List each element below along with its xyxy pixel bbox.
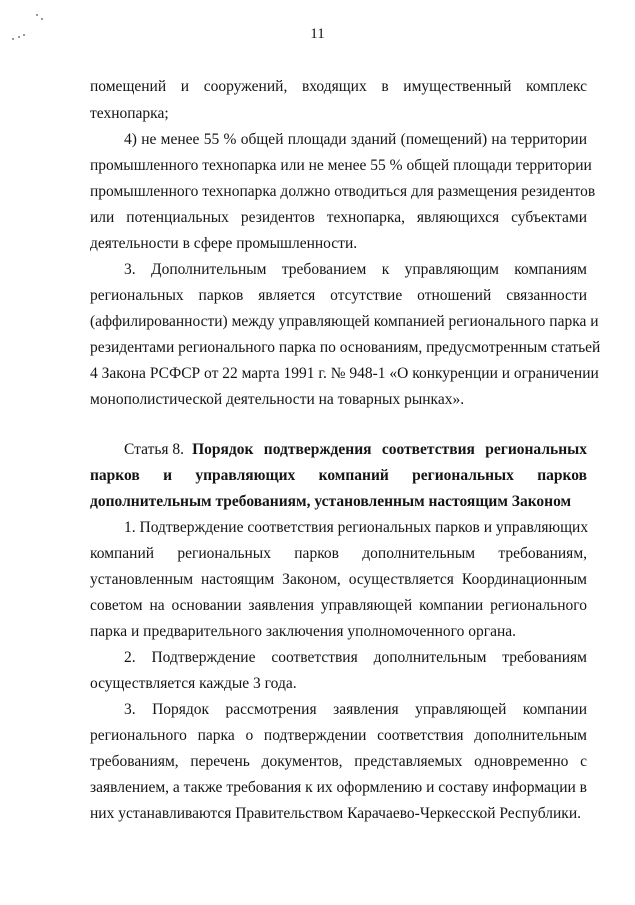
article-title-line: парков и управляющих компаний региональных парков xyxy=(90,467,587,484)
text-line: советом на основании заявления управляющей компании регионального xyxy=(90,597,587,614)
text-line: 4 Закона РСФСР от 22 марта 1991 г. № 948-1 «О конкуренции и ограничении xyxy=(90,365,599,382)
article-title: Порядок подтверждения соответствия региональных xyxy=(192,441,587,458)
text-line: технопарка; xyxy=(90,105,169,122)
text-line: деятельности в сфере промышленности. xyxy=(90,235,358,252)
scan-speck xyxy=(41,18,43,20)
article-number: Статья 8. xyxy=(124,441,185,458)
text-line: установленным настоящим Законом, осуществляется Координационным xyxy=(90,571,587,588)
text-line: резидентами регионального парка по основаниям, предусмотренным статьей xyxy=(90,339,601,356)
text-line: промышленного технопарка или не менее 55 % общей площади территории xyxy=(90,157,592,174)
text-line: 3. Порядок рассмотрения заявления управляющей компании xyxy=(124,701,587,718)
text-line: компаний региональных парков дополнительным требованиям, xyxy=(90,545,587,562)
text-line: регионального парка о подтверждении соответствия дополнительным xyxy=(90,727,587,744)
text-line: 4) не менее 55 % общей площади зданий (помещений) на территории xyxy=(124,131,587,148)
page-number: 11 xyxy=(310,26,325,42)
article-title-line: дополнительным требованиям, установленным настоящим Законом xyxy=(90,493,572,510)
text-line: региональных парков является отсутствие отношений связанности xyxy=(90,287,587,304)
text-line: 1. Подтверждение соответствия региональных парков и управляющих xyxy=(124,519,589,536)
text-line: 3. Дополнительным требованием к управляющим компаниям xyxy=(124,261,587,278)
text-line: промышленного технопарка должно отводиться для размещения резидентов xyxy=(90,183,596,200)
text-line: требованиям, перечень документов, представляемых одновременно с xyxy=(90,753,587,770)
text-line: парка и предварительного заключения уполномоченного органа. xyxy=(90,623,517,640)
text-line: них устанавливаются Правительством Карачаево-Черкесской Республики. xyxy=(90,805,581,822)
text-line: помещений и сооружений, входящих в имущественный комплекс xyxy=(90,78,587,95)
text-line: или потенциальных резидентов технопарка, являющихся субъектами xyxy=(90,209,587,226)
scan-speck xyxy=(36,14,38,16)
text-line: заявлением, а также требования к их оформлению и составу информации в xyxy=(90,779,587,796)
text-line: монополистической деятельности на товарных рынках». xyxy=(90,391,465,408)
text-line: 2. Подтверждение соответствия дополнительным требованиям xyxy=(124,649,587,666)
text-line: (аффилированности) между управляющей компанией регионального парка и xyxy=(90,313,599,330)
text-line: осуществляется каждые 3 года. xyxy=(90,675,297,692)
article-heading xyxy=(124,440,587,460)
